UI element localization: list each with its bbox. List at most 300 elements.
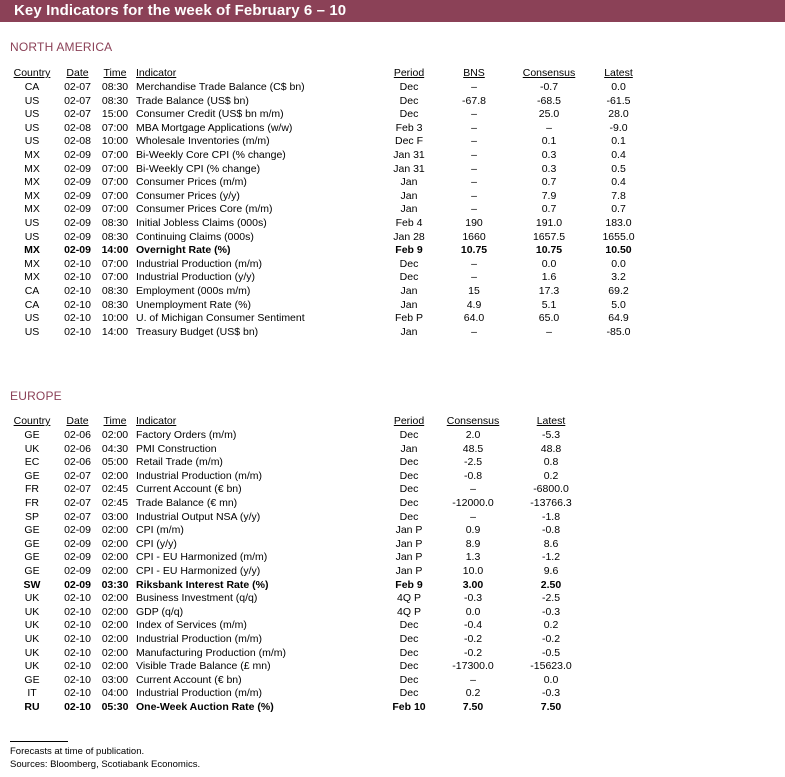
cell-consensus: – bbox=[470, 673, 476, 686]
cell-country: FR bbox=[25, 497, 39, 509]
cell-country: US bbox=[24, 217, 40, 229]
cell-latest: 0.4 bbox=[611, 149, 626, 161]
cell-consensus: 8.9 bbox=[465, 537, 481, 550]
cell-period: Jan P bbox=[395, 524, 423, 537]
cell-period: Jan 31 bbox=[393, 162, 425, 175]
cell-consensus: 0.2 bbox=[465, 687, 481, 700]
cell-bns: 15 bbox=[468, 285, 480, 297]
cell-consensus: 17.3 bbox=[538, 285, 560, 297]
cell-indicator: Industrial Production (m/m) bbox=[136, 257, 263, 270]
cell-time: 02:00 bbox=[101, 524, 129, 537]
title-bar bbox=[0, 0, 785, 22]
cell-period: Dec bbox=[399, 673, 419, 686]
cell-time: 02:45 bbox=[101, 483, 129, 496]
cell-indicator: Consumer Prices Core (m/m) bbox=[136, 203, 273, 216]
cell-country: GE bbox=[24, 537, 40, 550]
cell-date: 02-09 bbox=[64, 189, 91, 202]
cell-latest: 0.0 bbox=[543, 673, 559, 686]
cell-time: 10:00 bbox=[101, 135, 129, 148]
cell-country: UK bbox=[24, 660, 40, 673]
cell-time: 02:00 bbox=[101, 646, 129, 659]
cell-date: 02-09 bbox=[64, 203, 91, 216]
cell-period: 4Q P bbox=[397, 605, 421, 618]
north-america-heading: NORTH AMERICA bbox=[10, 40, 113, 54]
cell-latest: 28.0 bbox=[608, 108, 629, 121]
cell-country: MX bbox=[24, 271, 40, 284]
cell-period: Dec bbox=[399, 619, 419, 632]
cell-date: 02-09 bbox=[64, 524, 91, 537]
cell-time: 08:30 bbox=[101, 230, 129, 243]
cell-time: 14:00 bbox=[101, 325, 129, 338]
cell-date: 02-10 bbox=[64, 271, 91, 284]
cell-country: SW bbox=[23, 578, 41, 591]
cell-country: GE bbox=[24, 565, 40, 577]
cell-bns: – bbox=[471, 203, 477, 216]
cell-date: 02-10 bbox=[64, 646, 91, 659]
cell-period: Jan bbox=[400, 442, 418, 455]
cell-indicator: Employment (000s m/m) bbox=[136, 285, 251, 297]
cell-indicator: Initial Jobless Claims (000s) bbox=[136, 217, 267, 229]
cell-latest: 0.7 bbox=[611, 203, 626, 216]
cell-indicator: Industrial Production (m/m) bbox=[136, 687, 263, 700]
cell-time: 05:00 bbox=[101, 456, 129, 469]
cell-indicator: CPI (y/y) bbox=[136, 537, 177, 550]
cell-date: 02-10 bbox=[64, 660, 91, 673]
eu-header-period: Period bbox=[393, 415, 425, 427]
cell-latest: 0.0 bbox=[611, 257, 626, 270]
cell-consensus: -68.5 bbox=[537, 94, 561, 107]
cell-date: 02-09 bbox=[64, 230, 91, 243]
cell-period: Dec bbox=[399, 660, 419, 673]
cell-date: 02-09 bbox=[64, 537, 91, 550]
cell-latest: -2.5 bbox=[541, 592, 561, 605]
cell-country: US bbox=[24, 94, 40, 107]
cell-period: 4Q P bbox=[397, 592, 421, 605]
cell-country: UK bbox=[24, 646, 40, 659]
cell-date: 02-07 bbox=[64, 469, 91, 482]
cell-date: 02-09 bbox=[64, 551, 91, 564]
cell-country: GE bbox=[24, 524, 40, 537]
cell-indicator: One-Week Auction Rate (%) bbox=[136, 701, 274, 713]
cell-time: 02:00 bbox=[101, 660, 129, 673]
cell-country: US bbox=[24, 135, 40, 148]
na-header-consensus: Consensus bbox=[522, 67, 576, 79]
cell-period: Jan bbox=[400, 298, 418, 311]
cell-latest: -61.5 bbox=[606, 94, 631, 107]
na-header-period: Period bbox=[393, 67, 425, 79]
cell-time: 05:30 bbox=[101, 701, 129, 713]
cell-consensus: – bbox=[546, 325, 552, 338]
cell-time: 02:00 bbox=[101, 565, 129, 577]
cell-consensus: 10.0 bbox=[462, 565, 484, 577]
cell-latest: 5.0 bbox=[611, 298, 626, 311]
cell-latest: 0.8 bbox=[543, 456, 559, 469]
cell-consensus: 25.0 bbox=[538, 108, 560, 121]
cell-consensus: -0.7 bbox=[539, 81, 559, 93]
cell-indicator: PMI Construction bbox=[136, 442, 217, 455]
cell-latest: -1.2 bbox=[541, 551, 561, 564]
cell-country: UK bbox=[24, 633, 40, 645]
cell-latest: 69.2 bbox=[608, 285, 629, 297]
cell-country: MX bbox=[24, 257, 40, 270]
cell-indicator: Bi-Weekly Core CPI (% change) bbox=[136, 149, 286, 161]
cell-indicator: CPI (m/m) bbox=[136, 524, 184, 537]
cell-date: 02-10 bbox=[64, 701, 91, 713]
cell-latest: 3.2 bbox=[611, 271, 626, 284]
footer-sources: Sources: Bloomberg, Scotiabank Economics. bbox=[10, 759, 201, 770]
cell-period: Dec F bbox=[394, 135, 423, 148]
cell-period: Dec bbox=[399, 429, 419, 441]
cell-consensus: -0.4 bbox=[463, 619, 483, 632]
cell-period: Dec bbox=[399, 456, 419, 469]
cell-indicator: Consumer Prices (y/y) bbox=[136, 189, 240, 202]
cell-period: Dec bbox=[399, 497, 419, 509]
cell-consensus: 48.5 bbox=[462, 442, 484, 455]
cell-country: EC bbox=[24, 456, 40, 469]
cell-consensus: – bbox=[470, 483, 476, 496]
na-header-time: Time bbox=[103, 67, 127, 79]
europe-heading: EUROPE bbox=[10, 389, 62, 403]
cell-period: Dec bbox=[399, 257, 419, 270]
cell-period: Dec bbox=[399, 510, 419, 523]
cell-date: 02-09 bbox=[64, 244, 91, 257]
cell-country: CA bbox=[24, 298, 40, 311]
cell-indicator: Trade Balance (€ mn) bbox=[136, 497, 238, 509]
cell-date: 02-06 bbox=[64, 442, 91, 455]
cell-indicator: Unemployment Rate (%) bbox=[136, 298, 251, 311]
na-header-latest: Latest bbox=[604, 67, 633, 79]
cell-bns: – bbox=[471, 257, 477, 270]
cell-latest: 0.0 bbox=[611, 81, 626, 93]
cell-time: 02:00 bbox=[101, 537, 129, 550]
cell-indicator: Industrial Production (m/m) bbox=[136, 469, 263, 482]
cell-country: GE bbox=[24, 429, 40, 441]
cell-period: Feb 4 bbox=[395, 217, 423, 229]
cell-date: 02-10 bbox=[64, 633, 91, 645]
cell-time: 15:00 bbox=[101, 108, 129, 121]
cell-time: 02:00 bbox=[101, 551, 129, 564]
cell-consensus: -0.8 bbox=[463, 469, 483, 482]
cell-consensus: -0.3 bbox=[463, 592, 483, 605]
cell-latest: 8.6 bbox=[543, 537, 559, 550]
cell-period: Jan bbox=[400, 203, 418, 216]
cell-indicator: Business Investment (q/q) bbox=[136, 592, 258, 605]
eu-header-indicator: Indicator bbox=[136, 415, 177, 427]
cell-time: 03:00 bbox=[101, 673, 129, 686]
cell-country: UK bbox=[24, 442, 40, 455]
na-header-date: Date bbox=[66, 67, 89, 79]
cell-consensus: -0.2 bbox=[463, 633, 483, 645]
cell-consensus: 10.75 bbox=[535, 244, 563, 257]
eu-header-time: Time bbox=[103, 415, 127, 427]
cell-consensus: – bbox=[470, 510, 476, 523]
cell-time: 08:30 bbox=[101, 81, 129, 93]
cell-consensus: 0.1 bbox=[541, 135, 557, 148]
cell-date: 02-07 bbox=[64, 94, 91, 107]
cell-period: Feb 10 bbox=[392, 701, 426, 713]
cell-time: 02:00 bbox=[101, 429, 129, 441]
cell-bns: -67.8 bbox=[462, 94, 486, 107]
eu-header-country: Country bbox=[13, 415, 51, 427]
cell-indicator: Wholesale Inventories (m/m) bbox=[136, 135, 270, 148]
cell-consensus: -2.5 bbox=[463, 456, 483, 469]
cell-country: GE bbox=[24, 469, 40, 482]
cell-period: Jan P bbox=[395, 551, 423, 564]
cell-bns: – bbox=[471, 149, 477, 161]
cell-period: Dec bbox=[399, 271, 419, 284]
cell-country: US bbox=[24, 230, 40, 243]
cell-country: US bbox=[24, 121, 40, 134]
cell-consensus: -12000.0 bbox=[452, 497, 494, 509]
cell-date: 02-09 bbox=[64, 565, 91, 577]
cell-country: CA bbox=[24, 285, 40, 297]
cell-consensus: 1.6 bbox=[541, 271, 557, 284]
cell-latest: 0.5 bbox=[611, 162, 626, 175]
cell-indicator: Trade Balance (US$ bn) bbox=[136, 94, 249, 107]
cell-period: Dec bbox=[399, 108, 419, 121]
cell-latest: 64.9 bbox=[608, 312, 629, 325]
cell-time: 02:00 bbox=[101, 633, 129, 645]
cell-date: 02-10 bbox=[64, 592, 91, 605]
cell-latest: 0.2 bbox=[543, 469, 559, 482]
cell-consensus: 191.0 bbox=[535, 217, 563, 229]
cell-indicator: Industrial Output NSA (y/y) bbox=[136, 510, 261, 523]
cell-period: Jan 28 bbox=[393, 230, 425, 243]
cell-indicator: GDP (q/q) bbox=[136, 605, 184, 618]
cell-period: Dec bbox=[399, 483, 419, 496]
cell-latest: 9.6 bbox=[543, 565, 559, 577]
cell-date: 02-10 bbox=[64, 312, 91, 325]
cell-period: Dec bbox=[399, 94, 419, 107]
cell-period: Dec bbox=[399, 646, 419, 659]
cell-period: Dec bbox=[399, 633, 419, 645]
cell-time: 04:00 bbox=[101, 687, 129, 700]
cell-date: 02-10 bbox=[64, 298, 91, 311]
cell-latest: -5.3 bbox=[541, 429, 561, 441]
cell-date: 02-09 bbox=[64, 578, 91, 591]
cell-indicator: Visible Trade Balance (£ mn) bbox=[136, 660, 271, 673]
cell-latest: -0.8 bbox=[541, 524, 561, 537]
footer-note: Forecasts at time of publication. bbox=[10, 746, 145, 757]
cell-latest: 48.8 bbox=[540, 442, 562, 455]
cell-time: 07:00 bbox=[101, 189, 129, 202]
cell-time: 07:00 bbox=[101, 176, 129, 189]
eu-header-consensus: Consensus bbox=[446, 415, 500, 427]
cell-indicator: Riksbank Interest Rate (%) bbox=[136, 578, 269, 591]
cell-indicator: Consumer Credit (US$ bn m/m) bbox=[136, 108, 284, 121]
cell-bns: – bbox=[471, 162, 477, 175]
cell-time: 08:30 bbox=[101, 285, 129, 297]
cell-indicator: Manufacturing Production (m/m) bbox=[136, 646, 286, 659]
cell-consensus: -0.2 bbox=[463, 646, 483, 659]
cell-country: SP bbox=[24, 510, 39, 523]
cell-latest: -0.3 bbox=[541, 605, 561, 618]
cell-time: 02:00 bbox=[101, 619, 129, 632]
page-title: Key Indicators for the week of February 6 – 10 bbox=[14, 2, 347, 19]
cell-date: 02-10 bbox=[64, 687, 91, 700]
cell-time: 02:00 bbox=[101, 469, 129, 482]
cell-consensus: 1.3 bbox=[465, 551, 481, 564]
cell-date: 02-07 bbox=[64, 108, 91, 121]
cell-consensus: 0.7 bbox=[541, 176, 557, 189]
cell-date: 02-10 bbox=[64, 285, 91, 297]
cell-period: Jan bbox=[400, 325, 418, 338]
cell-indicator: Current Account (€ bn) bbox=[136, 483, 242, 496]
cell-latest: -0.3 bbox=[541, 687, 561, 700]
cell-country: US bbox=[24, 325, 40, 338]
cell-time: 02:00 bbox=[101, 592, 129, 605]
cell-indicator: Continuing Claims (000s) bbox=[136, 230, 254, 243]
cell-indicator: U. of Michigan Consumer Sentiment bbox=[136, 312, 305, 325]
cell-date: 02-06 bbox=[64, 429, 91, 441]
cell-latest: 0.2 bbox=[543, 619, 559, 632]
cell-country: UK bbox=[24, 605, 40, 618]
cell-indicator: Index of Services (m/m) bbox=[136, 619, 247, 632]
cell-latest: -13766.3 bbox=[530, 497, 572, 509]
cell-bns: – bbox=[471, 176, 477, 189]
cell-consensus: 5.1 bbox=[541, 298, 557, 311]
cell-consensus: -17300.0 bbox=[452, 660, 494, 673]
cell-country: UK bbox=[24, 592, 40, 605]
cell-consensus: 2.0 bbox=[465, 429, 481, 441]
cell-indicator: Overnight Rate (%) bbox=[136, 244, 231, 257]
cell-time: 04:30 bbox=[101, 442, 129, 455]
cell-date: 02-10 bbox=[64, 619, 91, 632]
cell-period: Dec bbox=[399, 469, 419, 482]
na-header-bns: BNS bbox=[463, 67, 485, 79]
cell-consensus: 7.9 bbox=[541, 189, 557, 202]
cell-indicator: Current Account (€ bn) bbox=[136, 673, 242, 686]
cell-indicator: Consumer Prices (m/m) bbox=[136, 176, 247, 189]
cell-period: Feb 9 bbox=[395, 244, 423, 257]
cell-period: Jan P bbox=[395, 537, 423, 550]
cell-consensus: – bbox=[546, 121, 552, 134]
cell-period: Jan 31 bbox=[393, 149, 425, 161]
cell-indicator: Industrial Production (m/m) bbox=[136, 633, 263, 645]
cell-period: Feb 9 bbox=[395, 578, 423, 591]
cell-consensus: 1657.5 bbox=[532, 230, 566, 243]
cell-period: Jan bbox=[400, 189, 418, 202]
cell-indicator: Bi-Weekly CPI (% change) bbox=[136, 162, 261, 175]
cell-period: Jan bbox=[400, 285, 418, 297]
cell-bns: 64.0 bbox=[463, 312, 485, 325]
na-header-country: Country bbox=[13, 67, 51, 79]
cell-latest: 183.0 bbox=[605, 217, 632, 229]
cell-date: 02-07 bbox=[64, 497, 91, 509]
cell-country: UK bbox=[24, 619, 40, 632]
cell-indicator: Industrial Production (y/y) bbox=[136, 271, 256, 284]
cell-time: 07:00 bbox=[101, 149, 129, 161]
footer-divider bbox=[10, 741, 68, 742]
cell-country: IT bbox=[27, 687, 37, 700]
cell-country: US bbox=[24, 108, 40, 121]
cell-date: 02-10 bbox=[64, 673, 91, 686]
cell-latest: -0.5 bbox=[541, 646, 561, 659]
cell-period: Feb 3 bbox=[395, 121, 423, 134]
cell-country: MX bbox=[24, 189, 40, 202]
cell-country: MX bbox=[24, 176, 40, 189]
cell-latest: 0.1 bbox=[611, 135, 626, 148]
cell-time: 02:00 bbox=[101, 605, 129, 618]
cell-bns: 1660 bbox=[462, 230, 486, 243]
cell-indicator: MBA Mortgage Applications (w/w) bbox=[136, 121, 293, 134]
cell-bns: – bbox=[471, 271, 477, 284]
cell-consensus: 0.9 bbox=[465, 524, 481, 537]
cell-country: MX bbox=[24, 162, 40, 175]
cell-consensus: 0.7 bbox=[541, 203, 557, 216]
cell-bns: 4.9 bbox=[466, 298, 482, 311]
cell-latest: 10.50 bbox=[605, 244, 632, 257]
cell-country: MX bbox=[24, 149, 40, 161]
cell-bns: – bbox=[471, 325, 477, 338]
cell-bns: – bbox=[471, 108, 477, 121]
cell-date: 02-10 bbox=[64, 605, 91, 618]
cell-consensus: 7.50 bbox=[462, 701, 484, 713]
cell-date: 02-08 bbox=[64, 121, 91, 134]
cell-latest: -15623.0 bbox=[530, 660, 572, 673]
cell-latest: -9.0 bbox=[609, 121, 628, 134]
cell-date: 02-09 bbox=[64, 176, 91, 189]
cell-period: Jan P bbox=[395, 565, 423, 577]
cell-period: Dec bbox=[399, 687, 419, 700]
cell-period: Jan bbox=[400, 176, 418, 189]
cell-latest: 2.50 bbox=[540, 578, 562, 591]
cell-date: 02-10 bbox=[64, 325, 91, 338]
cell-latest: -6800.0 bbox=[533, 483, 569, 496]
cell-bns: – bbox=[471, 121, 477, 134]
cell-consensus: 0.0 bbox=[465, 605, 481, 618]
cell-latest: -85.0 bbox=[606, 325, 631, 338]
cell-time: 08:30 bbox=[101, 298, 129, 311]
cell-time: 14:00 bbox=[101, 244, 129, 257]
cell-bns: – bbox=[471, 81, 477, 93]
cell-time: 07:00 bbox=[101, 121, 129, 134]
cell-time: 03:30 bbox=[101, 578, 129, 591]
cell-date: 02-09 bbox=[64, 149, 91, 161]
cell-time: 07:00 bbox=[101, 271, 129, 284]
na-header-indicator: Indicator bbox=[136, 67, 177, 79]
cell-consensus: 3.00 bbox=[462, 578, 484, 591]
cell-latest: 7.50 bbox=[540, 701, 562, 713]
cell-time: 08:30 bbox=[101, 94, 129, 107]
cell-bns: – bbox=[471, 135, 477, 148]
eu-header-latest: Latest bbox=[536, 415, 566, 427]
cell-latest: 1655.0 bbox=[602, 230, 635, 243]
cell-time: 10:00 bbox=[101, 312, 129, 325]
eu-header-date: Date bbox=[66, 415, 89, 427]
cell-country: MX bbox=[24, 244, 40, 257]
cell-country: GE bbox=[24, 551, 40, 564]
cell-time: 03:00 bbox=[101, 510, 129, 523]
cell-country: GE bbox=[24, 673, 40, 686]
cell-time: 07:00 bbox=[101, 162, 129, 175]
cell-period: Dec bbox=[399, 81, 419, 93]
cell-bns: 190 bbox=[465, 217, 483, 229]
cell-indicator: CPI - EU Harmonized (y/y) bbox=[136, 565, 261, 577]
cell-date: 02-06 bbox=[64, 456, 91, 469]
cell-date: 02-09 bbox=[64, 162, 91, 175]
cell-date: 02-09 bbox=[64, 217, 91, 229]
cell-time: 08:30 bbox=[101, 217, 129, 229]
cell-indicator: CPI - EU Harmonized (m/m) bbox=[136, 551, 268, 564]
cell-indicator: Treasury Budget (US$ bn) bbox=[136, 325, 259, 338]
cell-bns: – bbox=[471, 189, 477, 202]
cell-time: 02:45 bbox=[101, 497, 129, 509]
cell-latest: -0.2 bbox=[541, 633, 561, 645]
cell-date: 02-07 bbox=[64, 510, 91, 523]
cell-period: Feb P bbox=[394, 312, 423, 325]
cell-consensus: 0.0 bbox=[541, 257, 557, 270]
